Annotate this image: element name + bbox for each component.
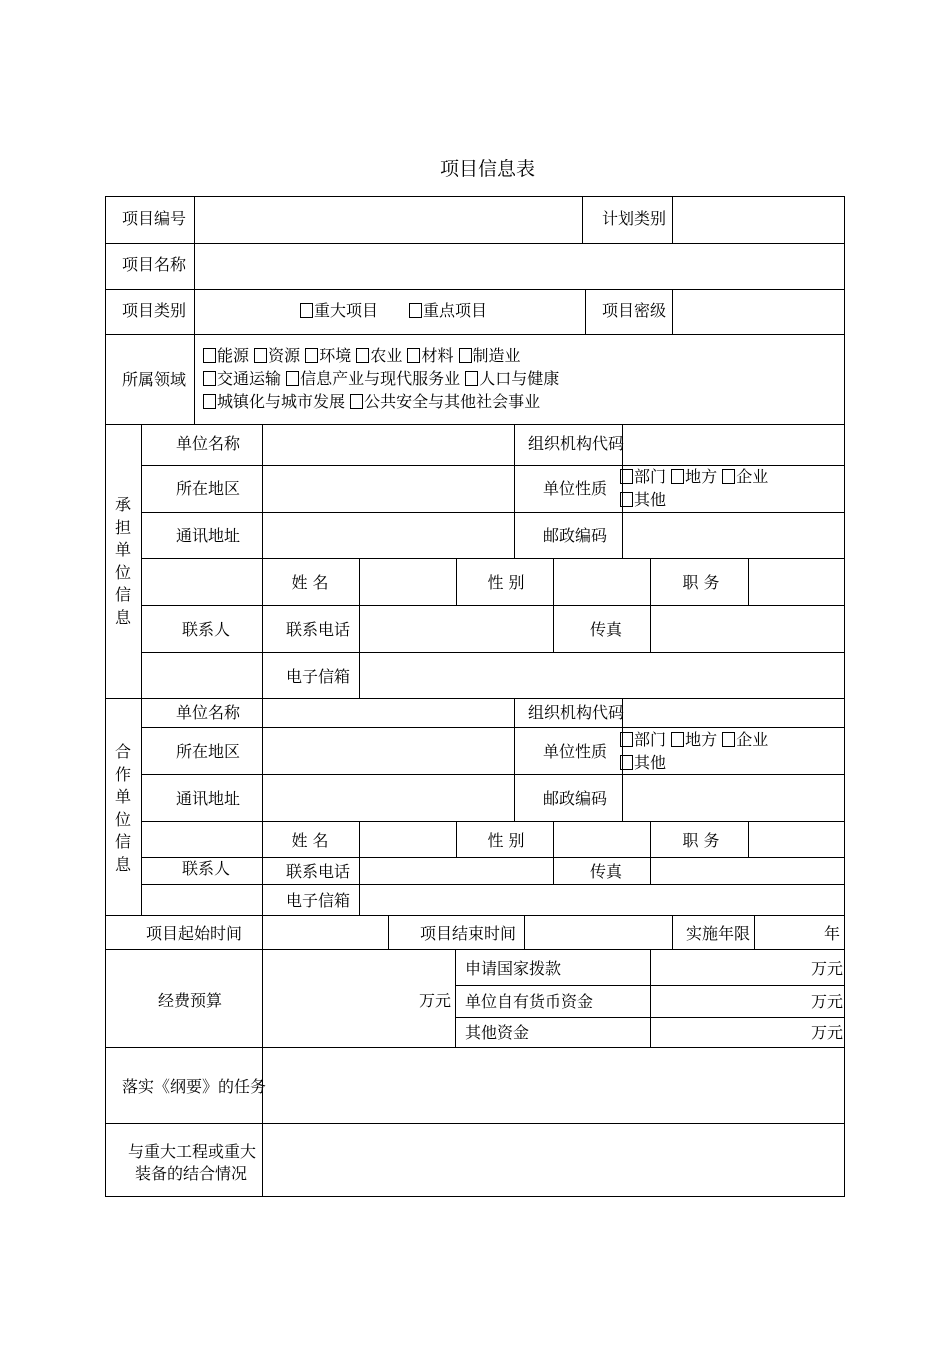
table-rule	[553, 821, 554, 858]
label-coop-unit-nature: 单位性质	[543, 742, 608, 761]
table-rule	[262, 915, 263, 950]
table-rule	[359, 857, 360, 916]
label-coop-org-code: 组织机构代码	[528, 703, 625, 722]
table-rule	[514, 698, 515, 822]
option-enterprise[interactable]: 企业	[722, 730, 768, 749]
coop-option-other[interactable]: 其他	[620, 752, 666, 774]
label-coop-fax: 传真	[589, 862, 623, 881]
label-contact-name: 姓 名	[291, 573, 329, 592]
table-rule	[359, 605, 360, 699]
table-rule	[105, 196, 845, 197]
checkbox-icon[interactable]	[620, 492, 633, 507]
option-agriculture[interactable]: 农业	[356, 346, 402, 365]
label-region: 所在地区	[175, 479, 241, 498]
table-rule	[262, 698, 263, 916]
checkbox-icon[interactable]	[620, 732, 633, 747]
checkbox-icon[interactable]	[300, 303, 313, 318]
table-rule	[553, 605, 554, 653]
table-rule	[672, 915, 673, 950]
table-rule	[141, 821, 845, 822]
table-rule	[455, 949, 456, 1048]
label-coop-gender: 性 别	[487, 831, 525, 850]
checkbox-icon[interactable]	[671, 469, 684, 484]
option-environment[interactable]: 环境	[305, 346, 351, 365]
label-self-funds-unit: 万元	[811, 992, 844, 1011]
table-rule	[105, 424, 845, 425]
label-self-funds: 单位自有货币资金	[465, 992, 594, 1011]
table-rule	[455, 985, 845, 986]
table-rule	[105, 1047, 845, 1048]
table-rule	[141, 727, 845, 728]
table-rule	[672, 196, 673, 244]
option-transport[interactable]: 交通运输	[203, 369, 281, 388]
label-security-level: 项目密级	[602, 301, 667, 320]
table-rule	[262, 1047, 263, 1197]
section-cooperating-unit: 合作单位信息	[114, 742, 131, 874]
label-fax: 传真	[589, 620, 623, 639]
label-end-time: 项目结束时间	[419, 924, 517, 943]
option-local[interactable]: 地方	[671, 467, 717, 486]
table-rule	[141, 857, 845, 858]
nature-options-row1	[620, 466, 768, 488]
label-start-time: 项目起始时间	[145, 924, 243, 943]
table-rule	[754, 915, 755, 950]
option-other[interactable]: 其他	[620, 489, 666, 511]
table-rule	[650, 857, 651, 885]
table-rule	[524, 915, 525, 950]
label-unit-name: 单位名称	[175, 434, 241, 453]
label-combination-line2: 装备的结合情况	[135, 1164, 248, 1183]
table-rule	[262, 949, 263, 1048]
label-coop-region: 所在地区	[175, 742, 241, 761]
label-email: 电子信箱	[285, 667, 351, 686]
table-rule	[748, 821, 749, 858]
field-options-row2	[203, 368, 559, 390]
table-rule	[359, 821, 360, 858]
label-org-code: 组织机构代码	[528, 434, 625, 453]
label-project-name: 项目名称	[122, 255, 187, 274]
section-undertaking-unit: 承担单位信息	[114, 495, 131, 627]
table-rule	[359, 558, 360, 606]
table-rule	[582, 196, 583, 244]
checkbox-icon[interactable]	[305, 348, 318, 363]
option-key-project[interactable]: 重点项目	[409, 300, 487, 322]
table-rule	[553, 558, 554, 606]
label-year-unit: 年	[824, 924, 841, 943]
option-urbanization[interactable]: 城镇化与城市发展	[203, 392, 345, 411]
table-rule	[105, 915, 845, 916]
label-gender: 性 别	[487, 573, 525, 592]
table-rule	[141, 884, 845, 885]
option-department[interactable]: 部门	[620, 467, 666, 486]
table-rule	[388, 915, 389, 950]
option-department[interactable]: 部门	[620, 730, 666, 749]
table-rule	[650, 821, 651, 858]
checkbox-icon[interactable]	[203, 348, 216, 363]
table-rule	[748, 558, 749, 606]
label-coop-email: 电子信箱	[285, 891, 351, 910]
table-rule	[141, 512, 845, 513]
table-rule	[456, 821, 457, 858]
label-coop-contact-person: 联系人	[181, 859, 231, 878]
table-rule	[456, 558, 457, 606]
label-unit-nature: 单位性质	[543, 479, 608, 498]
checkbox-icon[interactable]	[465, 371, 478, 386]
table-rule	[105, 1196, 845, 1197]
label-coop-address: 通讯地址	[175, 789, 241, 808]
option-materials[interactable]: 材料	[407, 346, 453, 365]
label-outline-task: 落实《纲要》的任务	[122, 1077, 267, 1096]
label-contact-person: 联系人	[181, 620, 231, 639]
label-coop-contact-name: 姓 名	[291, 831, 329, 850]
option-enterprise[interactable]: 企业	[722, 467, 768, 486]
option-local[interactable]: 地方	[671, 730, 717, 749]
checkbox-icon[interactable]	[286, 371, 299, 386]
option-manufacturing[interactable]: 制造业	[459, 346, 521, 365]
field-options-row1	[203, 345, 521, 367]
label-budget-total-unit: 万元	[419, 991, 452, 1010]
table-rule	[141, 605, 845, 606]
label-combination-line1: 与重大工程或重大	[128, 1142, 257, 1161]
label-other-funds-unit: 万元	[811, 1023, 844, 1042]
label-project-no: 项目编号	[122, 209, 187, 228]
label-position: 职 务	[682, 573, 720, 592]
table-rule	[105, 1123, 845, 1124]
table-rule	[650, 558, 651, 606]
label-field: 所属领域	[122, 370, 187, 389]
label-postcode: 邮政编码	[543, 526, 608, 545]
table-rule	[262, 424, 263, 699]
checkbox-icon[interactable]	[409, 303, 422, 318]
field-options-row3	[203, 391, 540, 413]
label-budget: 经费预算	[157, 991, 223, 1010]
table-rule	[650, 605, 651, 653]
label-plan-type: 计划类别	[602, 209, 667, 228]
checkbox-icon[interactable]	[671, 732, 684, 747]
table-rule	[585, 289, 586, 335]
option-information[interactable]: 信息产业与现代服务业	[286, 369, 460, 388]
label-other-funds: 其他资金	[465, 1023, 530, 1042]
option-energy[interactable]: 能源	[203, 346, 249, 365]
coop-nature-options-row1	[620, 729, 768, 751]
option-health[interactable]: 人口与健康	[465, 369, 559, 388]
form-title: 项目信息表	[439, 158, 535, 180]
table-rule	[141, 652, 845, 653]
table-rule	[553, 857, 554, 885]
checkbox-icon[interactable]	[407, 348, 420, 363]
option-major-project[interactable]: 重大项目	[300, 300, 378, 322]
checkbox-icon[interactable]	[722, 469, 735, 484]
table-rule	[194, 196, 195, 425]
label-national-grant: 申请国家拨款	[465, 959, 562, 978]
label-address: 通讯地址	[175, 526, 241, 545]
label-coop-position: 职 务	[682, 831, 720, 850]
checkbox-icon[interactable]	[356, 348, 369, 363]
label-phone: 联系电话	[285, 620, 351, 639]
label-coop-postcode: 邮政编码	[543, 789, 608, 808]
option-public-safety[interactable]: 公共安全与其他社会事业	[350, 392, 540, 411]
table-rule	[105, 243, 845, 244]
table-rule	[650, 949, 651, 1048]
checkbox-icon[interactable]	[254, 348, 267, 363]
label-duration: 实施年限	[686, 924, 751, 943]
label-project-category: 项目类别	[122, 301, 187, 320]
checkbox-icon[interactable]	[203, 394, 216, 409]
label-national-grant-unit: 万元	[811, 959, 844, 978]
checkbox-icon[interactable]	[620, 755, 633, 770]
table-rule	[105, 334, 845, 335]
checkbox-icon[interactable]	[620, 469, 633, 484]
table-rule	[141, 774, 845, 775]
table-rule	[105, 698, 845, 699]
table-rule	[672, 289, 673, 335]
label-coop-unit-name: 单位名称	[175, 703, 241, 722]
checkbox-icon[interactable]	[459, 348, 472, 363]
table-rule	[105, 289, 845, 290]
checkbox-icon[interactable]	[350, 394, 363, 409]
checkbox-icon[interactable]	[203, 371, 216, 386]
table-rule	[141, 558, 845, 559]
option-resources[interactable]: 资源	[254, 346, 300, 365]
table-rule	[105, 949, 845, 950]
checkbox-icon[interactable]	[722, 732, 735, 747]
table-rule	[455, 1017, 845, 1018]
label-coop-phone: 联系电话	[285, 862, 351, 881]
table-rule	[514, 424, 515, 559]
